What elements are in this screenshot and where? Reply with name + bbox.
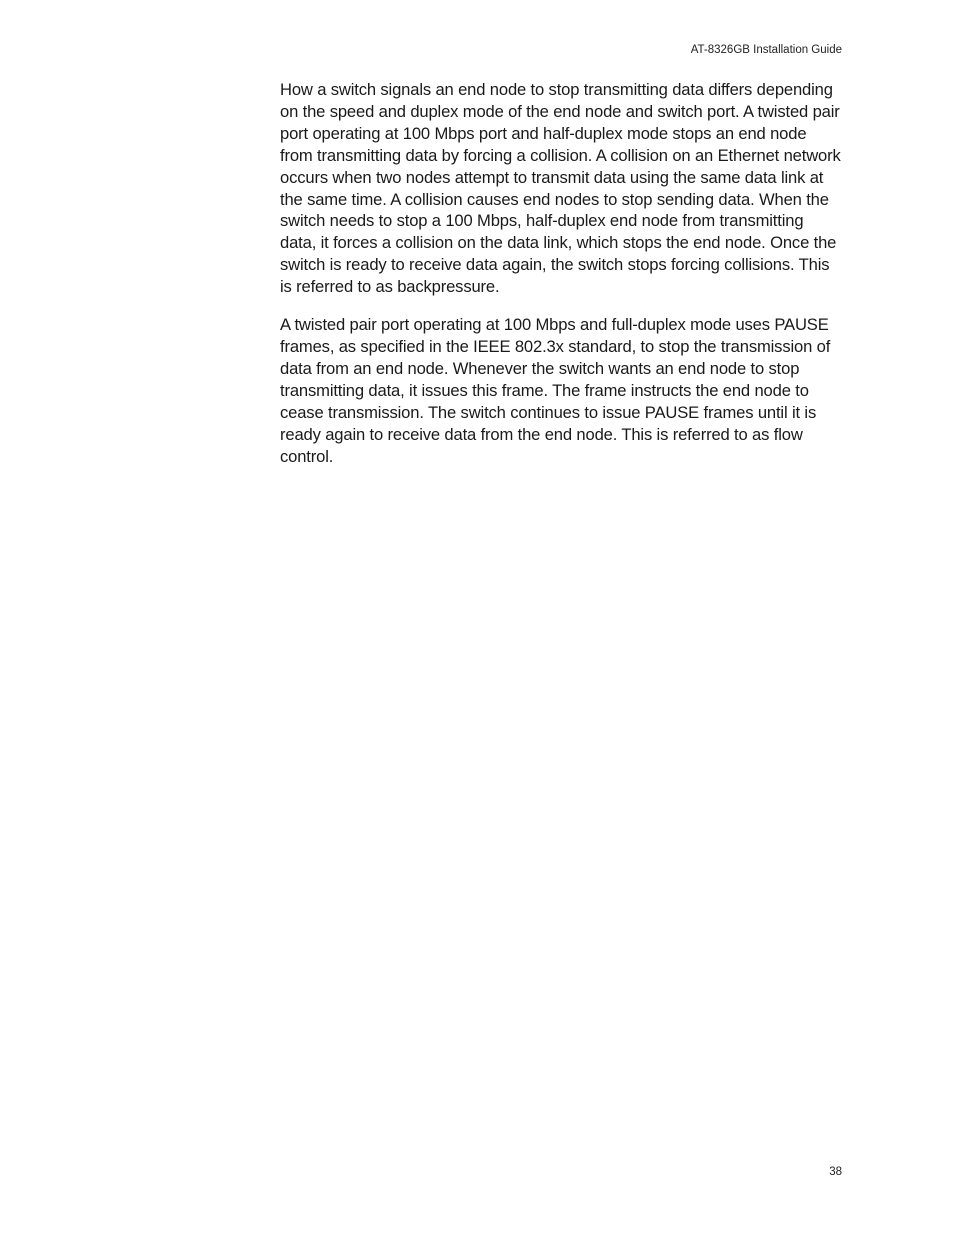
paragraph-flow-control: A twisted pair port operating at 100 Mbps and full-duplex mode uses PAUSE frames, as specified in the IEEE 802.3x standard, to stop the transmission of data from an end node. Whenever the switch wants an end node to stop transmitting data, it issues this frame. The frame instructs the end node to cease transmission. The switch continues to issue PAUSE frames until it is ready again to receive data from the end node. This is referred to as flow control. — [280, 315, 831, 466]
paragraph-backpressure: How a switch signals an end node to stop transmitting data differs depending on the speed and duplex mode of the end node and switch port. A twisted pair port operating at 100 Mbps port and half-duplex mode stops an end node from transmitting data by forcing a collision. A collision on an Ethernet network occurs when two nodes attempt to transmit data using the same data link at the same time. A collision causes end nodes to stop sending data. When the switch needs to stop a 100 Mbps, half-duplex end node from transmitting data, it forces a collision on the data link, which stops the end node. Once the switch is ready to receive data again, the switch stops forcing collisions. This is referred to as backpressure. — [280, 80, 841, 297]
running-header-document-title: AT-8326GB Installation Guide — [690, 44, 842, 56]
body-text — [280, 79, 842, 483]
page-number: 38 — [829, 1166, 842, 1178]
